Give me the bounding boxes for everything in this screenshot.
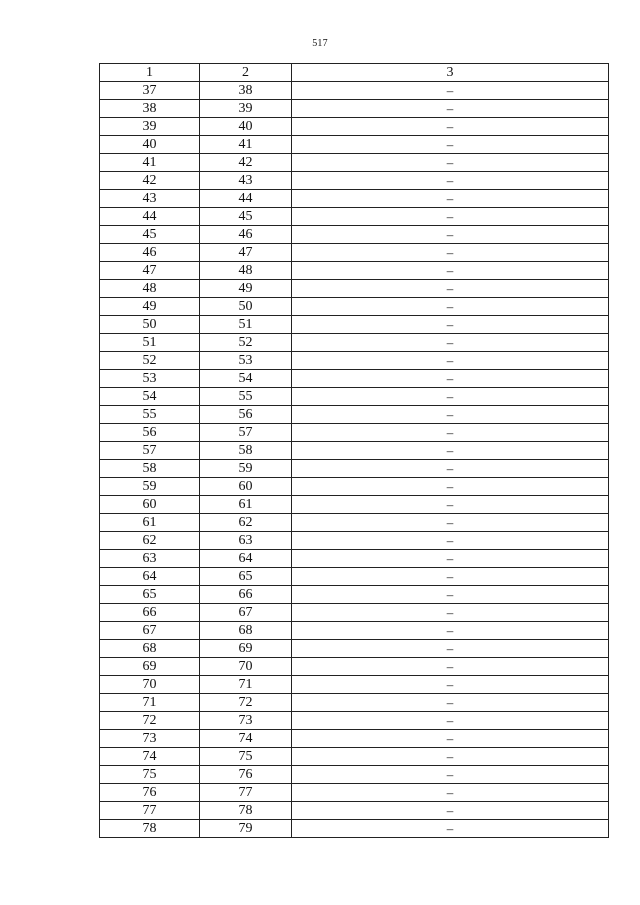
table-cell-col-2: 58: [200, 442, 292, 460]
table-cell-col-3: –: [292, 676, 609, 694]
table-cell-col-2: 65: [200, 568, 292, 586]
table-cell-col-2: 48: [200, 262, 292, 280]
table-row: [100, 298, 609, 316]
table-cell-col-3: –: [292, 388, 609, 406]
table-row: [100, 640, 609, 658]
table-cell-col-1: 63: [100, 550, 200, 568]
table-cell-col-2: 41: [200, 136, 292, 154]
column-header-1: 1: [100, 64, 200, 82]
table-cell-col-2: 66: [200, 586, 292, 604]
table-cell-col-2: 45: [200, 208, 292, 226]
table-cell-col-3: –: [292, 730, 609, 748]
table-cell-col-2: 55: [200, 388, 292, 406]
table-row: [100, 694, 609, 712]
table-cell-col-3: –: [292, 334, 609, 352]
table-cell-col-2: 67: [200, 604, 292, 622]
page-number: 517: [312, 38, 328, 49]
table-header-row: [100, 64, 609, 82]
table-cell-col-3: –: [292, 370, 609, 388]
table-row: [100, 496, 609, 514]
table-cell-col-3: –: [292, 748, 609, 766]
table-cell-col-1: 59: [100, 478, 200, 496]
table-row: [100, 748, 609, 766]
table-cell-col-1: 62: [100, 532, 200, 550]
table-row: [100, 622, 609, 640]
table-cell-col-2: 62: [200, 514, 292, 532]
table-cell-col-3: –: [292, 478, 609, 496]
table-cell-col-1: 49: [100, 298, 200, 316]
table-cell-col-3: –: [292, 190, 609, 208]
table-cell-col-2: 64: [200, 550, 292, 568]
table-cell-col-2: 72: [200, 694, 292, 712]
table-cell-col-3: –: [292, 712, 609, 730]
table-cell-col-1: 38: [100, 100, 200, 118]
table-cell-col-2: 53: [200, 352, 292, 370]
table-cell-col-3: –: [292, 424, 609, 442]
table-row: [100, 226, 609, 244]
table-row: [100, 406, 609, 424]
table-cell-col-3: –: [292, 226, 609, 244]
table-cell-col-1: 66: [100, 604, 200, 622]
table-cell-col-1: 77: [100, 802, 200, 820]
column-header-2: 2: [200, 64, 292, 82]
table-cell-col-2: 69: [200, 640, 292, 658]
table-row: [100, 388, 609, 406]
table-cell-col-3: –: [292, 136, 609, 154]
table-cell-col-3: –: [292, 604, 609, 622]
table-cell-col-1: 54: [100, 388, 200, 406]
table-cell-col-1: 52: [100, 352, 200, 370]
table-row: [100, 316, 609, 334]
table-cell-col-3: –: [292, 568, 609, 586]
table-cell-col-2: 77: [200, 784, 292, 802]
table-row: [100, 712, 609, 730]
table-cell-col-3: –: [292, 694, 609, 712]
table-row: [100, 478, 609, 496]
table-cell-col-2: 44: [200, 190, 292, 208]
table-cell-col-3: –: [292, 406, 609, 424]
table-row: [100, 532, 609, 550]
table-cell-col-2: 46: [200, 226, 292, 244]
table-cell-col-2: 50: [200, 298, 292, 316]
table-cell-col-1: 60: [100, 496, 200, 514]
table-cell-col-2: 75: [200, 748, 292, 766]
table-cell-col-1: 45: [100, 226, 200, 244]
table-cell-col-1: 74: [100, 748, 200, 766]
table-cell-col-1: 72: [100, 712, 200, 730]
table-row: [100, 568, 609, 586]
table-cell-col-3: –: [292, 208, 609, 226]
table-cell-col-3: –: [292, 244, 609, 262]
table-row: [100, 442, 609, 460]
table-cell-col-2: 49: [200, 280, 292, 298]
table-cell-col-1: 55: [100, 406, 200, 424]
table-cell-col-1: 64: [100, 568, 200, 586]
table-cell-col-2: 51: [200, 316, 292, 334]
table-cell-col-1: 40: [100, 136, 200, 154]
table-cell-col-1: 43: [100, 190, 200, 208]
table-cell-col-2: 73: [200, 712, 292, 730]
table-cell-col-1: 39: [100, 118, 200, 136]
table-row: [100, 208, 609, 226]
table-row: [100, 334, 609, 352]
table-row: [100, 550, 609, 568]
table-cell-col-3: –: [292, 442, 609, 460]
table-body: [100, 82, 609, 838]
table-cell-col-1: 53: [100, 370, 200, 388]
table-row: [100, 460, 609, 478]
table-cell-col-2: 78: [200, 802, 292, 820]
table-cell-col-2: 47: [200, 244, 292, 262]
table-cell-col-3: –: [292, 82, 609, 100]
table-cell-col-2: 43: [200, 172, 292, 190]
table-cell-col-2: 63: [200, 532, 292, 550]
table-cell-col-1: 69: [100, 658, 200, 676]
table-cell-col-3: –: [292, 496, 609, 514]
table-cell-col-1: 57: [100, 442, 200, 460]
table-cell-col-2: 79: [200, 820, 292, 838]
table-cell-col-1: 46: [100, 244, 200, 262]
table-cell-col-2: 54: [200, 370, 292, 388]
table-cell-col-2: 42: [200, 154, 292, 172]
table-row: [100, 802, 609, 820]
table-cell-col-3: –: [292, 784, 609, 802]
table-cell-col-3: –: [292, 640, 609, 658]
table-cell-col-2: 60: [200, 478, 292, 496]
table-cell-col-1: 71: [100, 694, 200, 712]
table-cell-col-3: –: [292, 514, 609, 532]
data-table: [99, 63, 609, 838]
table-row: [100, 676, 609, 694]
table-cell-col-1: 67: [100, 622, 200, 640]
table-cell-col-3: –: [292, 298, 609, 316]
table-cell-col-1: 47: [100, 262, 200, 280]
table-cell-col-1: 51: [100, 334, 200, 352]
table-cell-col-1: 50: [100, 316, 200, 334]
table-row: [100, 172, 609, 190]
table-cell-col-1: 68: [100, 640, 200, 658]
table-row: [100, 730, 609, 748]
table-row: [100, 352, 609, 370]
table-cell-col-1: 61: [100, 514, 200, 532]
table-cell-col-3: –: [292, 586, 609, 604]
table-cell-col-1: 65: [100, 586, 200, 604]
table-cell-col-2: 70: [200, 658, 292, 676]
table-cell-col-3: –: [292, 766, 609, 784]
table-cell-col-2: 68: [200, 622, 292, 640]
table-cell-col-3: –: [292, 100, 609, 118]
table-cell-col-1: 75: [100, 766, 200, 784]
table-row: [100, 100, 609, 118]
table-row: [100, 280, 609, 298]
column-header-3: 3: [292, 64, 609, 82]
table-cell-col-3: –: [292, 802, 609, 820]
table-cell-col-1: 58: [100, 460, 200, 478]
table-row: [100, 658, 609, 676]
table-cell-col-1: 70: [100, 676, 200, 694]
table-cell-col-3: –: [292, 154, 609, 172]
table-cell-col-2: 40: [200, 118, 292, 136]
table-cell-col-3: –: [292, 460, 609, 478]
table-cell-col-1: 42: [100, 172, 200, 190]
table-row: [100, 262, 609, 280]
table-cell-col-3: –: [292, 658, 609, 676]
table-cell-col-3: –: [292, 622, 609, 640]
table-cell-col-1: 76: [100, 784, 200, 802]
table-row: [100, 244, 609, 262]
table-cell-col-1: 56: [100, 424, 200, 442]
table-cell-col-3: –: [292, 532, 609, 550]
table-cell-col-1: 78: [100, 820, 200, 838]
table-cell-col-1: 48: [100, 280, 200, 298]
table-row: [100, 190, 609, 208]
table-cell-col-3: –: [292, 550, 609, 568]
table-cell-col-2: 39: [200, 100, 292, 118]
table-cell-col-1: 44: [100, 208, 200, 226]
table-row: [100, 370, 609, 388]
table-cell-col-2: 74: [200, 730, 292, 748]
table-cell-col-3: –: [292, 172, 609, 190]
table-cell-col-2: 76: [200, 766, 292, 784]
table-cell-col-2: 61: [200, 496, 292, 514]
table-row: [100, 784, 609, 802]
table-row: [100, 154, 609, 172]
table-cell-col-3: –: [292, 118, 609, 136]
table-cell-col-2: 56: [200, 406, 292, 424]
table-cell-col-3: –: [292, 316, 609, 334]
table-row: [100, 820, 609, 838]
data-table-container: [99, 63, 608, 838]
table-row: [100, 604, 609, 622]
table-row: [100, 766, 609, 784]
table-cell-col-3: –: [292, 820, 609, 838]
table-cell-col-2: 71: [200, 676, 292, 694]
table-cell-col-2: 59: [200, 460, 292, 478]
table-cell-col-3: –: [292, 262, 609, 280]
table-row: [100, 136, 609, 154]
table-row: [100, 586, 609, 604]
table-cell-col-2: 52: [200, 334, 292, 352]
table-cell-col-1: 41: [100, 154, 200, 172]
table-cell-col-3: –: [292, 280, 609, 298]
table-row: [100, 514, 609, 532]
table-row: [100, 424, 609, 442]
table-cell-col-2: 38: [200, 82, 292, 100]
table-cell-col-1: 73: [100, 730, 200, 748]
table-cell-col-2: 57: [200, 424, 292, 442]
table-cell-col-3: –: [292, 352, 609, 370]
table-row: [100, 82, 609, 100]
table-row: [100, 118, 609, 136]
table-cell-col-1: 37: [100, 82, 200, 100]
